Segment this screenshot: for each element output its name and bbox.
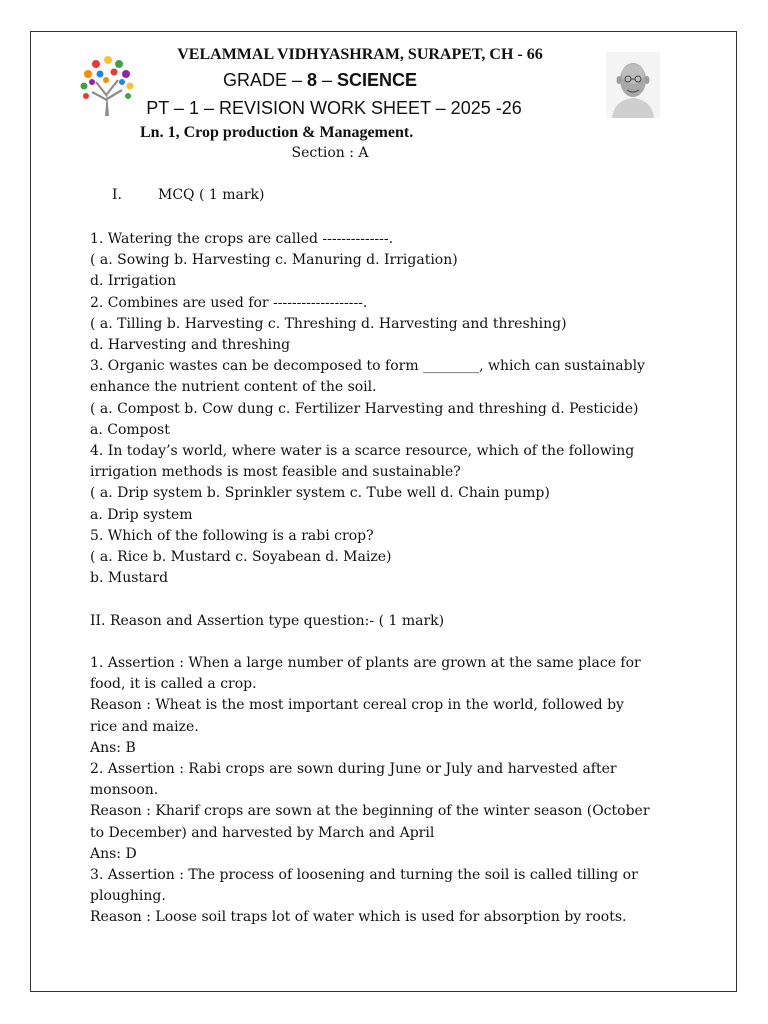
mcq-line: ( a. Tilling b. Harvesting c. Threshing d. Harvesting and threshing)	[90, 315, 567, 332]
reason-line: to December) and harvested by March and April	[90, 824, 435, 841]
mcq-line: ( a. Sowing b. Harvesting c. Manuring d. Irrigation)	[90, 252, 458, 269]
reason-line: 3. Assertion : The process of loosening and turning the soil is called tilling or	[90, 867, 638, 884]
reason-line: 2. Assertion : Rabi crops are sown during June or July and harvested after	[90, 761, 617, 778]
school-name: VELAMMAL VIDHYASHRAM, SURAPET, CH - 66	[177, 46, 543, 63]
mcq-line: d. Irrigation	[90, 273, 177, 290]
grade-prefix: GRADE –	[222, 70, 307, 90]
reason-line: monsoon.	[90, 782, 159, 799]
mcq-line: ( a. Drip system b. Sprinkler system c. Tube well d. Chain pump)	[90, 485, 550, 502]
reason-line: 1. Assertion : When a large number of plants are grown at the same place for	[90, 655, 641, 672]
spacer	[90, 632, 690, 653]
lesson-title: Ln. 1, Crop production & Management.	[140, 124, 414, 141]
mcq-line: b. Mustard	[90, 570, 169, 587]
mcq-heading-number: I.	[112, 187, 122, 203]
mcq-line: ( a. Compost b. Cow dung c. Fertilizer Harvesting and threshing d. Pesticide)	[90, 400, 639, 417]
mcq-line: irrigation methods is most feasible and sustainable?	[90, 464, 461, 481]
reason-line: Ans: D	[90, 845, 137, 862]
mcq-line: enhance the nutrient content of the soil.	[90, 379, 377, 396]
mcq-list	[90, 229, 690, 589]
reason-list	[90, 653, 690, 929]
mcq-line: a. Drip system	[90, 506, 193, 523]
grade-dash: –	[317, 70, 338, 90]
reason-line: Reason : Kharif crops are sown at the beginning of the winter season (October	[90, 803, 650, 820]
mcq-heading-text: MCQ ( 1 mark)	[158, 187, 265, 203]
mcq-line: d. Harvesting and threshing	[90, 337, 291, 354]
section-label: Section : A	[291, 145, 369, 161]
mcq-line: 2. Combines are used for -------------------.	[90, 294, 368, 311]
mcq-line: ( a. Rice b. Mustard c. Soyabean d. Maize)	[90, 549, 392, 566]
worksheet-body	[90, 229, 690, 929]
grade-subject: SCIENCE	[337, 70, 418, 90]
reason-line: Reason : Loose soil traps lot of water which is used for absorption by roots.	[90, 909, 627, 926]
reason-line: rice and maize.	[90, 718, 199, 735]
mcq-heading	[112, 187, 265, 203]
spacer	[90, 589, 690, 610]
mcq-line: 1. Watering the crops are called --------------.	[90, 231, 394, 247]
mcq-line: 4. In today’s world, where water is a scarce resource, which of the following	[90, 443, 635, 460]
reason-line: Ans: B	[90, 739, 136, 756]
mcq-line: 3. Organic wastes can be decomposed to form ________, which can sustainably	[90, 358, 645, 375]
reason-line: food, it is called a crop.	[90, 676, 257, 693]
reason-heading: II. Reason and Assertion type question:- ( 1 mark)	[90, 612, 445, 629]
mcq-line: 5. Which of the following is a rabi crop?	[90, 527, 374, 544]
reason-line: Reason : Wheat is the most important cereal crop in the world, followed by	[90, 697, 624, 714]
mcq-line: a. Compost	[90, 421, 170, 438]
grade-number: 8	[306, 70, 317, 90]
grade-title	[0, 70, 640, 91]
reason-line: ploughing.	[90, 888, 166, 905]
worksheet-title: PT – 1 – REVISION WORK SHEET – 2025 -26	[146, 98, 522, 118]
